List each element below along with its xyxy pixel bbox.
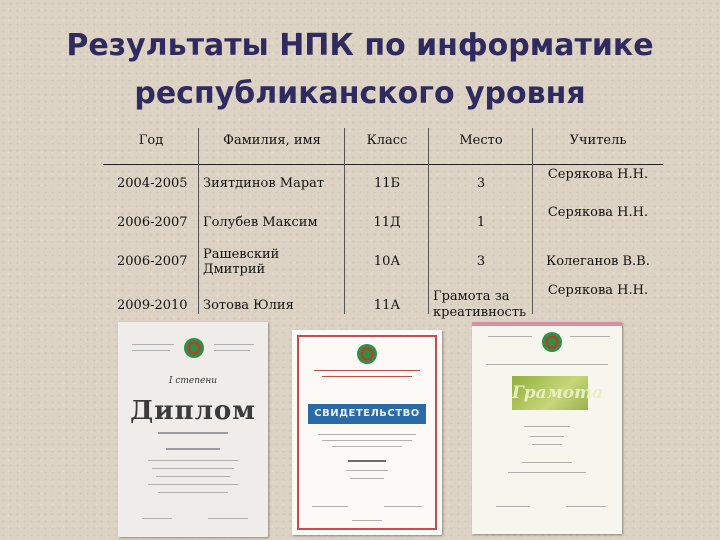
column-divider xyxy=(198,128,199,314)
tatarstan-emblem-icon xyxy=(184,338,204,358)
svidetelstvo-image xyxy=(292,330,442,535)
header-year: Год xyxy=(138,133,164,149)
gramota-title: Грамота xyxy=(512,376,588,410)
column-divider xyxy=(532,128,533,314)
cell-year: 2006-2007 xyxy=(117,254,188,269)
cell-teacher: Серякова Н.Н. xyxy=(547,283,649,298)
cell-class: 11А xyxy=(373,297,401,313)
cell-name: Голубев Максим xyxy=(203,215,318,230)
gramota-image xyxy=(472,322,622,534)
tatarstan-emblem-icon xyxy=(357,344,377,364)
page-title-line1: Результаты НПК по информатике xyxy=(66,28,654,63)
cell-name: Зотова Юлия xyxy=(203,297,294,313)
table-row xyxy=(103,164,663,203)
cell-year: 2004-2005 xyxy=(117,176,188,192)
cell-place: 3 xyxy=(476,254,486,269)
cell-name: Рашевский Дмитрий xyxy=(203,246,280,277)
diploma-degree: I степени xyxy=(168,376,218,386)
cell-place: Грамота за креативность xyxy=(433,289,527,320)
header-class: Класс xyxy=(366,133,408,149)
cell-place: 1 xyxy=(476,215,486,230)
tatarstan-emblem-icon xyxy=(542,332,562,352)
table-row xyxy=(103,242,663,281)
cell-name: Зиятдинов Марат xyxy=(203,176,325,192)
results-table xyxy=(103,118,663,329)
page-title xyxy=(0,22,720,118)
table-header-row xyxy=(103,118,663,164)
cell-class: 11Д xyxy=(373,215,401,230)
header-name: Фамилия, имя xyxy=(223,133,321,149)
svidetelstvo-title: СВИДЕТЕЛЬСТВО xyxy=(308,404,426,424)
column-divider xyxy=(344,128,345,314)
cell-year: 2006-2007 xyxy=(117,215,188,230)
cell-class: 11Б xyxy=(373,176,401,192)
cell-teacher: Серякова Н.Н. xyxy=(547,205,649,220)
header-teacher: Учитель xyxy=(569,133,627,149)
cell-year: 2009-2010 xyxy=(117,297,188,313)
diploma-image xyxy=(118,322,268,537)
page-title-line2: республиканского уровня xyxy=(134,76,586,111)
diploma-title: Диплом xyxy=(130,396,256,426)
cell-teacher: Колеганов В.В. xyxy=(546,254,650,269)
table-row xyxy=(103,203,663,242)
cell-place: 3 xyxy=(476,176,486,192)
column-divider xyxy=(428,128,429,314)
cell-teacher: Серякова Н.Н. xyxy=(547,166,649,182)
header-place: Место xyxy=(459,133,503,149)
cell-class: 10А xyxy=(373,254,401,269)
